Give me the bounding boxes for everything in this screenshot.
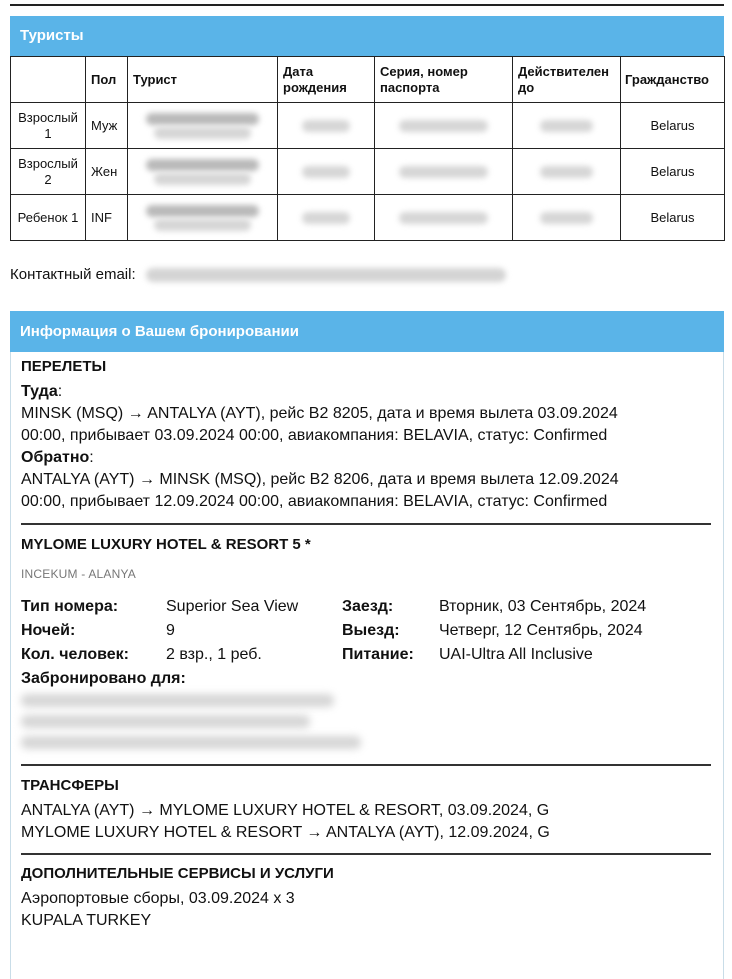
divider [21, 853, 711, 855]
passport-redacted [375, 195, 513, 241]
tourists-table [10, 56, 725, 241]
service-line-1: Аэропортовые сборы, 03.09.2024 x 3 [21, 890, 295, 907]
checkin-label: Заезд: [342, 598, 394, 615]
nights-value: 9 [166, 622, 175, 639]
checkin-value: Вторник, 03 Сентябрь, 2024 [439, 598, 647, 615]
tourist-gender: Жен [86, 149, 128, 195]
header-passport: Серия, номер паспорта [375, 57, 513, 103]
tourist-gender: INF [86, 195, 128, 241]
hotel-location: INCEKUM - ALANYA [21, 567, 137, 581]
tourist-type: Взрослый 1 [11, 103, 86, 149]
valid-until-redacted [513, 149, 621, 195]
contact-email [10, 266, 506, 283]
tourist-citizenship: Belarus [621, 103, 725, 149]
contact-email-redacted [146, 268, 506, 282]
table-row [11, 195, 725, 241]
transfer-line-2: MYLOME LUXURY HOTEL & RESORT → ANTALYA (AYT), 12.09.2024, G [21, 824, 550, 841]
outbound-line-2: 00:00, прибывает 03.09.2024 00:00, авиакомпания: BELAVIA, статус: Confirmed [21, 427, 608, 444]
flights-title: ПЕРЕЛЕТЫ [21, 358, 107, 375]
nights-label: Ночей: [21, 622, 76, 639]
tourist-type: Взрослый 2 [11, 149, 86, 195]
return-label: Обратно [21, 449, 90, 466]
tourist-type: Ребенок 1 [11, 195, 86, 241]
service-line-2: KUPALA TURKEY [21, 912, 152, 929]
outbound-line-1: MINSK (MSQ) → ANTALYA (AYT), рейс B2 8205, дата и время вылета 03.09.2024 [21, 405, 618, 422]
booked-for-redacted [21, 686, 361, 758]
booked-for-label: Забронировано для: [21, 670, 186, 687]
valid-until-redacted [513, 103, 621, 149]
header-name: Турист [128, 57, 278, 103]
booking-details [10, 352, 724, 979]
valid-until-redacted [513, 195, 621, 241]
top-divider [10, 4, 724, 6]
passport-redacted [375, 103, 513, 149]
transfers-section [21, 777, 711, 844]
hotel-name: MYLOME LUXURY HOTEL & RESORT 5 * [21, 536, 311, 553]
tourist-name-redacted [128, 195, 278, 241]
header-valid-until: Действителен до [513, 57, 621, 103]
tourist-name-redacted [128, 149, 278, 195]
checkout-label: Выезд: [342, 622, 400, 639]
passport-redacted [375, 149, 513, 195]
people-label: Кол. человек: [21, 646, 129, 663]
header-gender: Пол [86, 57, 128, 103]
transfer-line-1: ANTALYA (AYT) → MYLOME LUXURY HOTEL & RESORT, 03.09.2024, G [21, 802, 550, 819]
tourists-header: Туристы [10, 16, 724, 56]
booking-header: Информация о Вашем бронировании [10, 311, 724, 352]
checkout-value: Четверг, 12 Сентябрь, 2024 [439, 622, 643, 639]
tourist-gender: Муж [86, 103, 128, 149]
tourist-citizenship: Belarus [621, 149, 725, 195]
birth-date-redacted [278, 103, 375, 149]
header-citizenship: Гражданство [621, 57, 725, 103]
tourist-citizenship: Belarus [621, 195, 725, 241]
people-value: 2 взр., 1 реб. [166, 646, 262, 663]
room-type-value: Superior Sea View [166, 598, 299, 615]
services-section [21, 865, 711, 932]
birth-date-redacted [278, 149, 375, 195]
hotel-section [21, 536, 711, 581]
header-birth-date: Дата рождения [278, 57, 375, 103]
table-header-row [11, 57, 725, 103]
room-type-label: Тип номера: [21, 598, 119, 615]
divider [21, 764, 711, 766]
contact-email-label: Контактный email: [10, 266, 136, 283]
table-row [11, 149, 725, 195]
meal-value: UAI-Ultra All Inclusive [439, 646, 593, 663]
divider [21, 523, 711, 525]
header-type [11, 57, 86, 103]
flights-section: ПЕРЕЛЕТЫ Туда: MINSK (MSQ) → ANTALYA (AYT), рейс B2 8205, дата и время вылета 03.09.2024 00:00, прибывает 03.09.2024 00:00, авиакомпания: BELAVIA, статус: Confirmed Обратно: ANTALYA (AYT) → MINSK (MSQ), рейс B2 8206, дата и время вылета 12.09.2024 00:00, прибывает 12.09.2024 00:00, авиакомпания: BELAVIA, статус: Confirmed [21, 358, 711, 513]
meal-label: Питание: [342, 646, 414, 663]
services-title: ДОПОЛНИТЕЛЬНЫЕ СЕРВИСЫ И УСЛУГИ [21, 865, 334, 882]
tourist-name-redacted [128, 103, 278, 149]
outbound-label: Туда [21, 383, 58, 400]
transfers-title: ТРАНСФЕРЫ [21, 777, 119, 794]
table-row [11, 103, 725, 149]
return-line-1: ANTALYA (AYT) → MINSK (MSQ), рейс B2 8206, дата и время вылета 12.09.2024 [21, 471, 619, 488]
birth-date-redacted [278, 195, 375, 241]
return-line-2: 00:00, прибывает 12.09.2024 00:00, авиакомпания: BELAVIA, статус: Confirmed [21, 493, 608, 510]
